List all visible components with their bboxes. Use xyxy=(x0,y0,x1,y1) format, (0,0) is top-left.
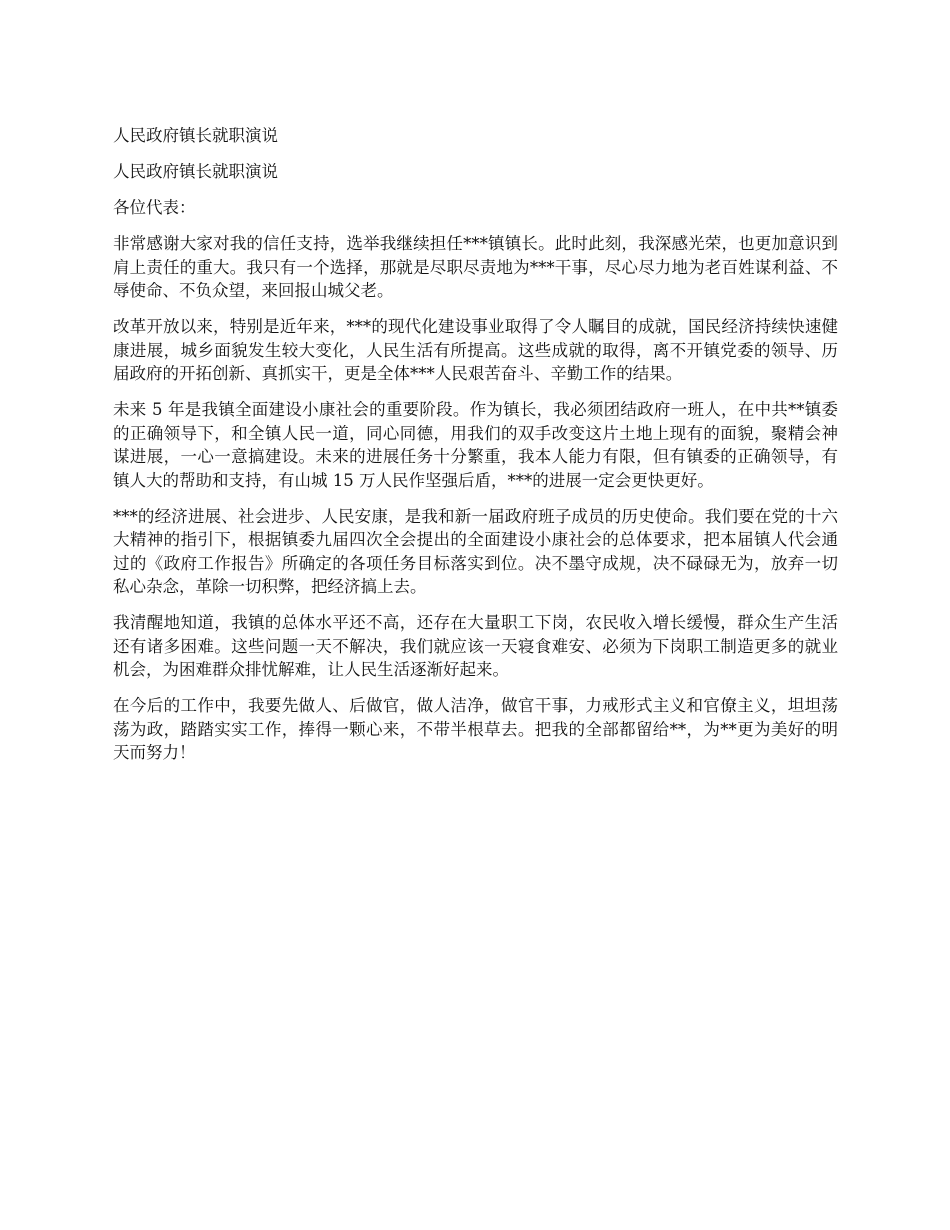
paragraph-3: 未来 5 年是我镇全面建设小康社会的重要阶段。作为镇长，我必须团结政府一班人，在中共**镇委的正确领导下，和全镇人民一道，同心同德，用我们的双手改变这片土地上现有的面貌，聚精会神谋进展，一心一意搞建设。未来的进展任务十分繁重，我本人能力有限，但有镇委的正确领导，有镇人大的帮助和支持，有山城 15 万人民作坚强后盾，***的进展一定会更快更好。 xyxy=(113,400,838,490)
paragraph-6: 在今后的工作中，我要先做人、后做官，做人洁净，做官干事，力戒形式主义和官僚主义，坦坦荡荡为政，踏踏实实工作，捧得一颗心来，不带半根草去。把我的全部都留给**，为**更为美好的明天而努力！ xyxy=(113,696,838,762)
document-title: 人民政府镇长就职演说 xyxy=(113,126,278,145)
paragraph-1: 非常感谢大家对我的信任支持，选举我继续担任***镇镇长。此时此刻，我深感光荣，也更加意识到肩上责任的重大。我只有一个选择，那就是尽职尽责地为***干事，尽心尽力地为老百姓谋利益、不辱使命、不负众望，来回报山城父老。 xyxy=(113,234,838,300)
paragraph-5: 我清醒地知道，我镇的总体水平还不高，还存在大量职工下岗，农民收入增长缓慢，群众生产生活还有诸多困难。这些问题一天不解决，我们就应该一天寝食难安、必须为下岗职工制造更多的就业机会，为困难群众排忧解难，让人民生活逐渐好起来。 xyxy=(113,613,838,679)
salutation: 各位代表： xyxy=(113,198,196,217)
paragraph-2: 改革开放以来，特别是近年来，***的现代化建设事业取得了令人瞩目的成就，国民经济持续快速健康进展，城乡面貌发生较大变化，人民生活有所提高。这些成就的取得，离不开镇党委的领导、历届政府的开拓创新、真抓实干，更是全体***人民艰苦奋斗、辛勤工作的结果。 xyxy=(113,317,838,383)
document-page xyxy=(113,124,838,777)
paragraph-4: ***的经济进展、社会进步、人民安康，是我和新一届政府班子成员的历史使命。我们要在党的十六大精神的指引下，根据镇委九届四次全会提出的全面建设小康社会的总体要求，把本届镇人代会通过的《政府工作报告》所确定的各项任务目标落实到位。决不墨守成规，决不碌碌无为，放弃一切私心杂念，革除一切积弊，把经济搞上去。 xyxy=(113,506,838,596)
document-subtitle: 人民政府镇长就职演说 xyxy=(113,162,278,181)
